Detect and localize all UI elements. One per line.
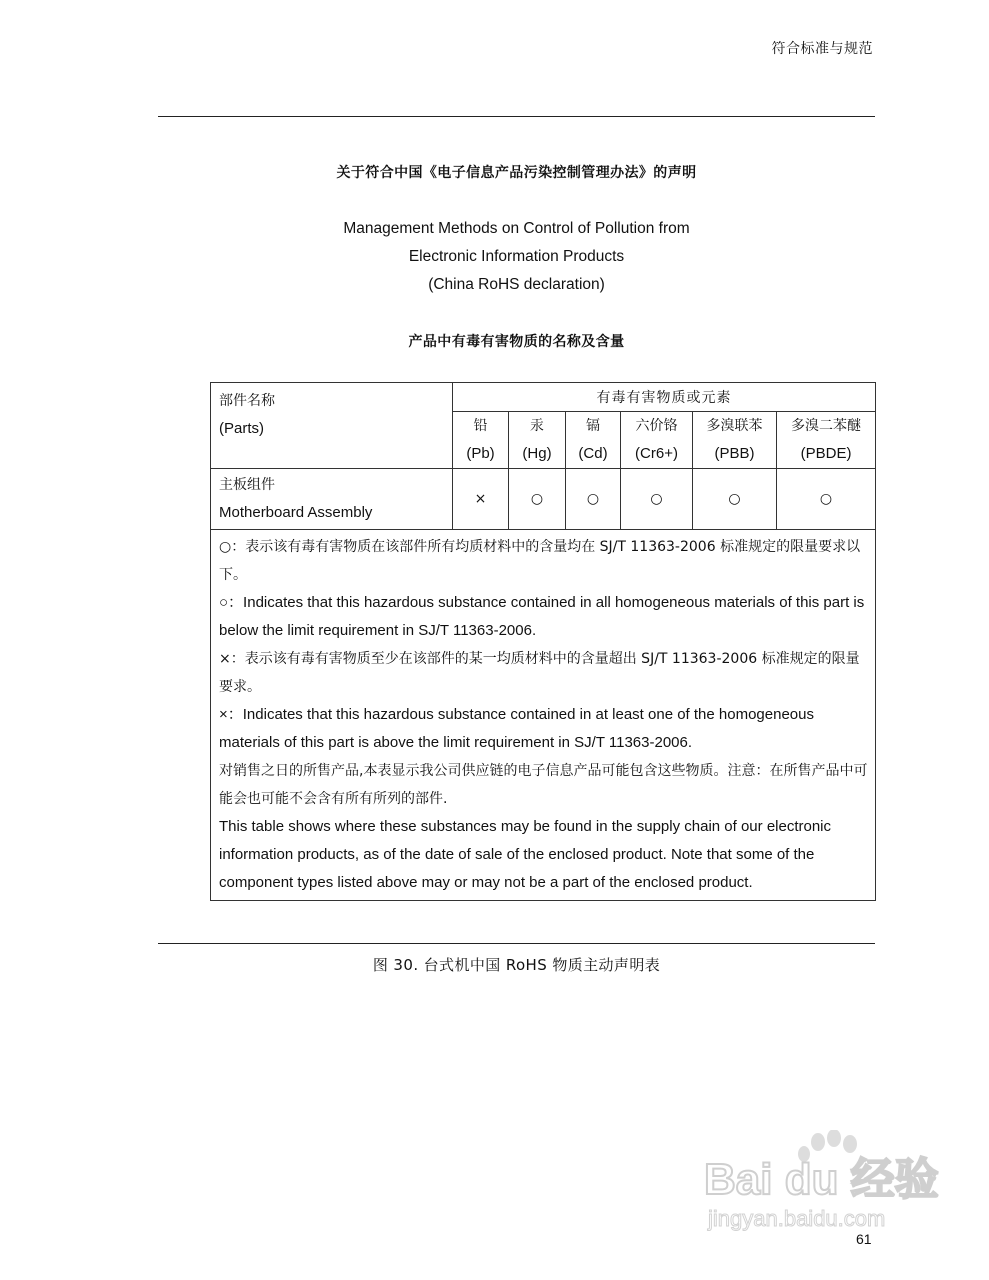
table-notes [211,530,876,901]
substance-header-pbde: 多溴二苯醚 (PBDE) [777,412,876,469]
figure-caption: 图 30. 台式机中国 RoHS 物质主动声明表 [372,956,661,974]
mark-pbb: ○ [693,469,777,530]
table-title-zh: 产品中有毒有害物质的名称及含量 [408,334,625,350]
note-supply-chain-en: This table shows where these substances may be found in the supply chain of our electronic information products, as of the date of sale of the enclosed product. Note that some of the component types listed above may or may not be a part of the enclosed product. [219,818,832,891]
baidu-jingyan-watermark [700,1130,940,1240]
mark-cd: ○ [566,469,621,530]
mark-hg: ○ [509,469,566,530]
note-supply-chain-zh: 对销售之日的所售产品,本表显示我公司供应链的电子信息产品可能包含这些物质。注意：在所售产品中可能会也可能不会含有所有所列的部件. [219,763,868,807]
caption-rule [158,943,875,944]
page-number: 61 [856,1231,872,1247]
header-rule [158,116,875,117]
substance-header-pbb: 多溴联苯 (PBB) [693,412,777,469]
note-circle-zh: ○：表示该有毒有害物质在该部件所有均质材料中的含量均在 SJ/T 11363-2006 标准规定的限量要求以下。 [219,539,861,583]
note-cross-zh: ×：表示该有毒有害物质至少在该部件的某一均质材料中的含量超出 SJ/T 11363-2006 标准规定的限量要求。 [219,651,860,695]
parts-label-en: (Parts) [219,420,264,437]
note-cross-en: ×：Indicates that this hazardous substance contained in at least one of the homogeneous materials of this part is above the limit requirement in SJ/T 11363-2006. [219,706,814,751]
rohs-substance-table [210,382,876,901]
table-row [211,469,876,530]
substance-header-cr6: 六价铬 (Cr6+) [621,412,693,469]
watermark-brand: Bai du 经验 [704,1155,939,1204]
part-name-cell [211,469,453,530]
declaration-title-en-line-1: Management Methods on Control of Pollution from [343,220,690,237]
substance-header-pb: 铅 (Pb) [453,412,509,469]
mark-pbde: ○ [777,469,876,530]
substance-header-hg: 汞 (Hg) [509,412,566,469]
declaration-title-en-line-2: Electronic Information Products [408,248,625,265]
declaration-title-en-line-3: (China RoHS declaration) [428,276,605,293]
substances-group-header: 有毒有害物质或元素 [453,383,876,412]
mark-pb: × [453,469,509,530]
declaration-title-zh: 关于符合中国《电子信息产品污染控制管理办法》的声明 [336,165,697,181]
note-circle-en: ○：Indicates that this hazardous substance contained in all homogeneous materials of this part is below the limit requirement in SJ/T 11363-2006. [219,594,865,639]
substance-header-cd: 镉 (Cd) [566,412,621,469]
part-name-zh: 主板组件 [219,477,275,493]
part-name-en: Motherboard Assembly [219,504,373,521]
parts-column-header [211,383,453,469]
running-header: 符合标准与规范 [771,41,873,57]
watermark-url: jingyan.baidu.com [708,1206,886,1231]
mark-cr6: ○ [621,469,693,530]
parts-label-zh: 部件名称 [219,393,275,409]
